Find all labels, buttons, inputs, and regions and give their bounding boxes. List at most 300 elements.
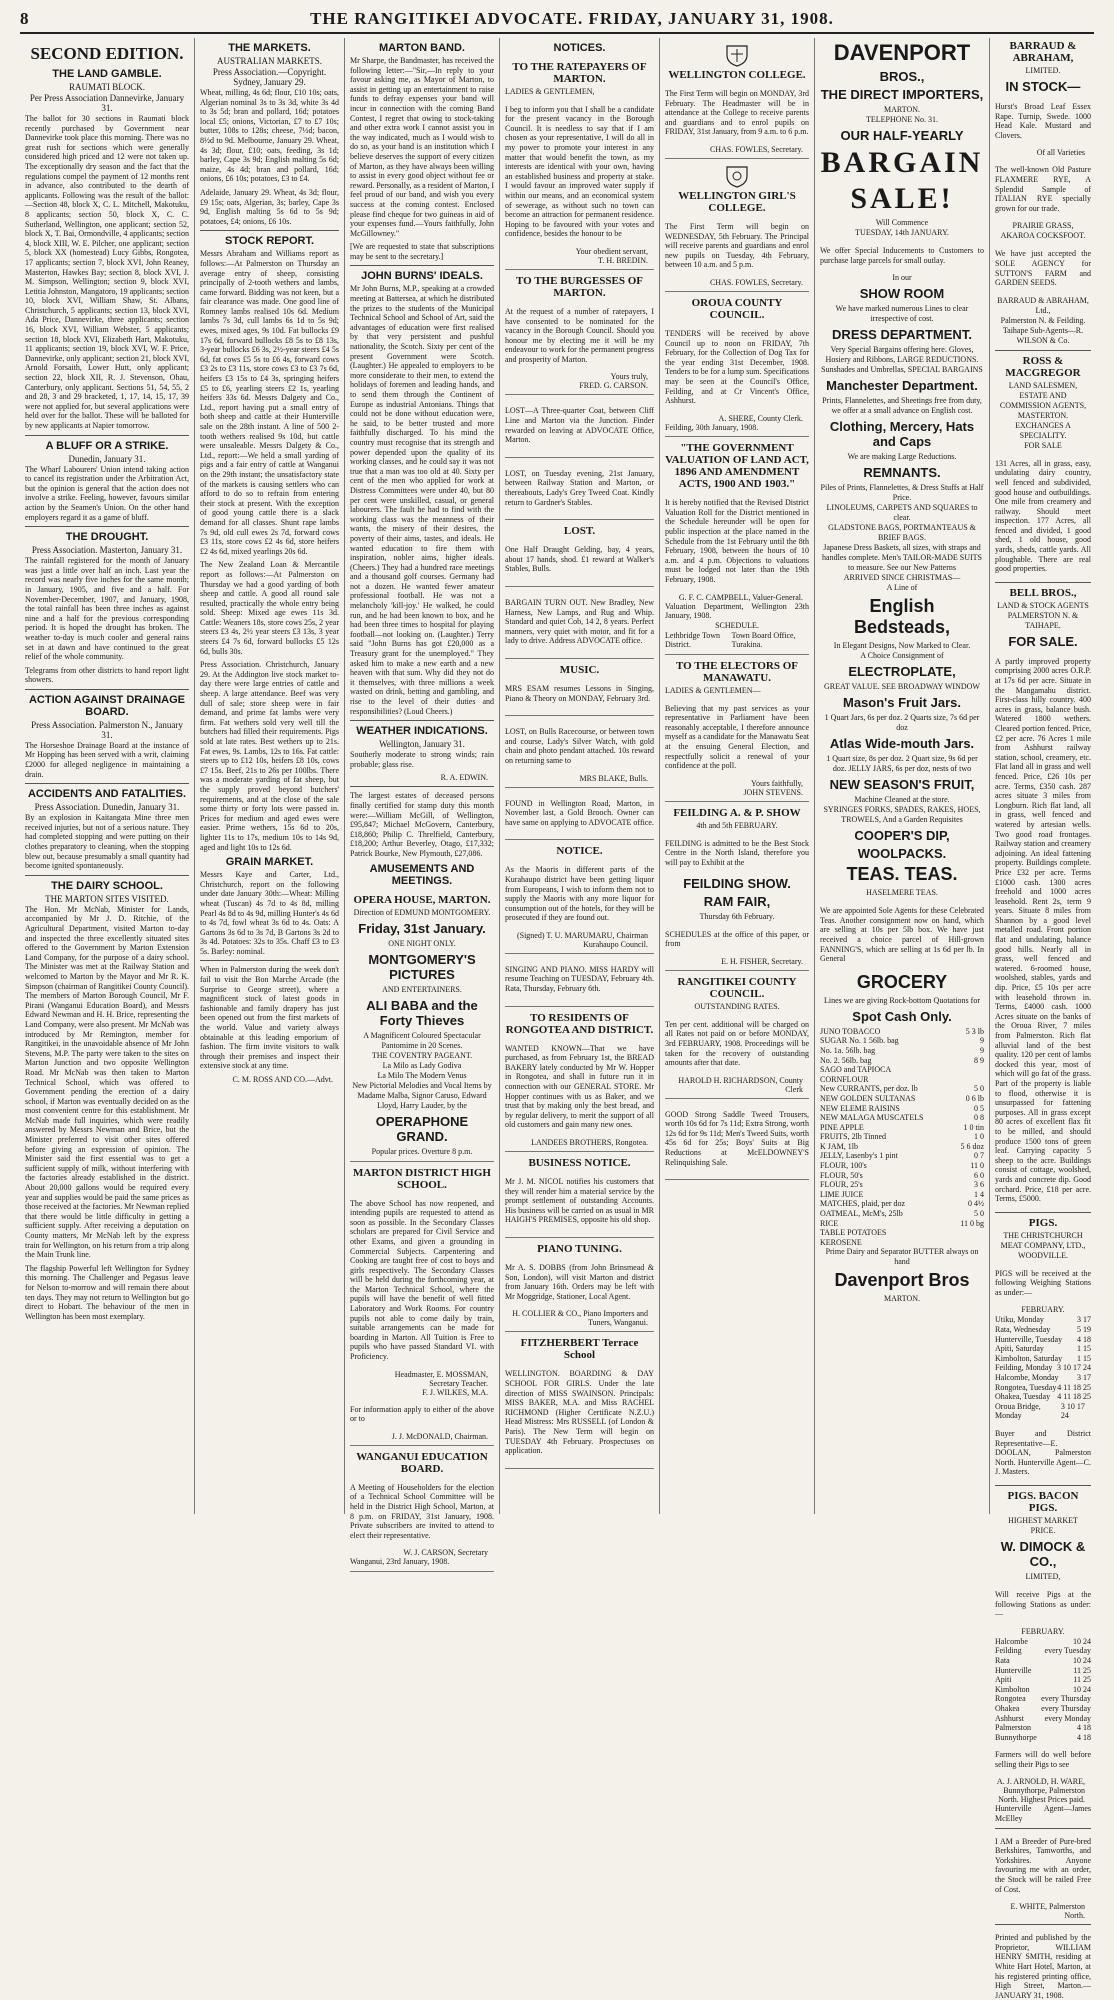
price-row bbox=[820, 1219, 984, 1229]
ad-body: As the Maoris in different parts of the Kurahaupo district have been getting liquor from Europeans, I wish to inform them not to supply the Maoris with any more liquor for consumption out of the hotels, for they will be prosecuted if they are found out. bbox=[505, 865, 654, 923]
article-byline: Press Association. Dunedin, January 31. bbox=[34, 802, 180, 813]
ad-title: TO RESIDENTS OF RONGOTEA AND DISTRICT. bbox=[505, 1011, 654, 1036]
price-row-label: FRUITS, 2lb Tinned bbox=[820, 1132, 887, 1142]
ad-line: SHOW ROOM bbox=[859, 286, 945, 302]
ad-signature: A. J. ARNOLD, H. WARE, bbox=[996, 1777, 1085, 1787]
store-tagline: THE DIRECT IMPORTERS, bbox=[820, 87, 984, 102]
station-row-label: Feilding, Monday bbox=[995, 1363, 1053, 1373]
ad-line: Manchester Department. bbox=[826, 378, 978, 394]
ad-line: 1 Quart Jars, 6s per doz. 2 Quarts size, 7s 6d per doz bbox=[824, 713, 980, 733]
ad-line: LAND & STOCK AGENTS bbox=[997, 600, 1089, 610]
article-heading: STOCK REPORT. bbox=[224, 235, 315, 248]
ad-body: A partly improved property comprising 2000 acres O.R.P. at 17s 6d per acre. Situate in the Mangamahu district. First-class hilly country. 400 acres in grass, balance bush. Watered 1800 wethers. Cleared portion fenced. Price, £2 per acre. 76 Acres 1 mile from Ashhurst railway station, school, creamery, etc. Flat land all in grass and well fenced. Price, £26 10s per acre. Terms, £350 cash. 287 acres situate 3 miles from Longburn. Rich flat land, all in grass, well fenced and watered by artesian wells. Two good road frontages. Railway station and creamery adjoining. An ideal fattening property. Buildings complete. Price £32 per acre. Terms £1000 cash. 1300 acres freehold and 1000 acres leasehold. Rent 2s, term 9 years. Situate 8 miles from Shannon by a good level metalled road. Front portion flat and undulating, balance good hills. Nearly all in grass, well fenced and watered. 6-roomed house, woolshed, stables, yards and dip. Price, £5 10s per acre with leasehold thrown in. Terms, £4000 cash. 1000 Acres situate on the banks of the Oroua River, 7 miles from Palmerston. Rich flat alluvial land of the best quality. 120 per cent of lambs docked this year, most of which will go fat of the grass. Part of the property is liable to flood, otherwise it is unsurpassed for fattening purposes. All in grass except 80 acres of excellent flax fit to be milled, and should produce 1500 tons of green leaf. Carrying capacity 5 sheep to the acre. Buildings consist of cottage, woolshed, yards and concrete dip. Good orchard. Price, £18 per acre. Terms, £5000. bbox=[995, 656, 1091, 1204]
ad-title: BARRAUD & ABRAHAM, bbox=[1009, 40, 1077, 64]
article-body: The largest estates of deceased persons finally certified for stamp duty this month were:—William McGill, of Wellington, £95,847; Michael McGovern, Canterbury, £18,860; Philip C. Threlfield, Canterbury, £18,200; Arthur Beverley, Otago, £17,332; Patrick Bourke, New Plymouth, £27,086. bbox=[350, 791, 494, 858]
masthead bbox=[20, 6, 1094, 34]
ratepayers-notice bbox=[505, 56, 654, 270]
station-row bbox=[995, 1646, 1091, 1656]
divider bbox=[200, 960, 339, 961]
station-row-value: every Thursday bbox=[1041, 1703, 1091, 1713]
divider bbox=[25, 875, 189, 876]
station-row bbox=[995, 1637, 1091, 1647]
ad-line: F. J. WILKES, M.A. bbox=[422, 1387, 488, 1397]
piano-notice bbox=[505, 1238, 654, 1332]
price-row bbox=[820, 1084, 984, 1094]
schedule-heading: SCHEDULE. bbox=[715, 620, 759, 630]
ad-line: FEILDING SHOW. bbox=[683, 875, 791, 891]
ad-line: OUTSTANDING RATES. bbox=[694, 1001, 780, 1011]
ad-line: Bunnythorpe, Palmerston North. Highest Prices paid. bbox=[998, 1786, 1085, 1805]
ad-salutation: LADIES & GENTLEMEN— bbox=[665, 686, 761, 695]
price-row-value: 8 9 bbox=[974, 1055, 984, 1065]
ad-title: PIANO TUNING. bbox=[537, 1242, 622, 1255]
station-row-label: Apiti bbox=[995, 1675, 1012, 1685]
store-line: BROS., bbox=[879, 69, 925, 84]
station-row bbox=[995, 1373, 1091, 1383]
ad-signature: J. J. McDONALD, Chairman. bbox=[391, 1431, 488, 1441]
rates-notice bbox=[665, 971, 809, 1099]
article-heading: MARTON BAND. bbox=[379, 42, 465, 54]
article-note: Telegrams from other districts to hand report light showers. bbox=[25, 665, 189, 685]
price-row-label: LIME JUICE bbox=[820, 1189, 864, 1199]
ad-body: The First Term will begin on MONDAY, 3rd February. The Headmaster will be in attendance at the College to receive parents and guardians and to enrol pupils on FRIDAY, 31st January, from 9 a.m. to 6 p.m. bbox=[665, 89, 809, 137]
ad-line: Very Special Bargains offering here. Gloves, Hosiery and Ribbons, LARGE REDUCTIONS. Sunshades and Umbrellas, SPECIAL BARGAINS bbox=[821, 345, 983, 375]
ad-title: TO THE BURGESSES OF MARTON. bbox=[515, 274, 644, 299]
ad-signature: MRS BLAKE, Bulls. bbox=[579, 773, 648, 783]
price-row-label: FLOUR, 50's bbox=[820, 1170, 863, 1180]
education-board-ad bbox=[350, 1446, 494, 1572]
column-2 bbox=[195, 38, 345, 1514]
ad-body: Believing that my past services as your representative in Parliament have been reasonably acceptable, I therefore announce myself as a candidate for the Manawatu Seat at the ensuing General Election, and respectfully solicit a renewal of your confidence at the poll. bbox=[665, 703, 809, 771]
council-notice bbox=[665, 292, 809, 437]
ad-line: DRESS DEPARTMENT. bbox=[832, 327, 972, 343]
ad-signature: E. WHITE, Palmerston North. bbox=[1010, 1902, 1085, 1921]
article-body: The Wharf Labourers' Union intend taking action to cancel its registration under the Arbitration Act, but the opinion is general that the action does not involve a strike. Feeling, however, favours similar action by the Seamen's Union. On the other hand employers regard it as a game of bluff. bbox=[25, 464, 189, 522]
ad-line: GREAT VALUE. SEE BROADWAY WINDOW bbox=[824, 682, 980, 692]
ad-line: Of all Varieties bbox=[1036, 148, 1085, 158]
price-row-label: NEW GOLDEN SULTANAS bbox=[820, 1093, 916, 1103]
ad-signature: CHAS. FOWLES, Secretary. bbox=[709, 277, 803, 287]
station-row-label: Rongotea, Tuesday bbox=[995, 1382, 1057, 1392]
divider bbox=[995, 582, 1091, 583]
price-row bbox=[820, 1094, 984, 1104]
station-row-label: Ashhurst bbox=[995, 1713, 1024, 1723]
ad-body: It is hereby notified that the Revised District Valuation Roll for the District mentioned in the Schedule hereunder will be open for public inspection at the place named in the Schedule from the 1st February until the 8th February, 1908, between the hours of 10 a.m. and 4 p.m. Objections to valuations must be lodged not later than the 19th February, 1908. bbox=[665, 498, 809, 585]
ad-signature: LANDEES BROTHERS, Rongotea. bbox=[531, 1138, 648, 1147]
price-row bbox=[820, 1180, 984, 1190]
ad-signature: W. J. CARSON, Secretary bbox=[403, 1548, 488, 1558]
store-name: DAVENPORT bbox=[833, 40, 971, 65]
ad-body: WANTED KNOWN—That we have purchased, as from February 1st, the BREAD BAKERY lately conducted by Mr W. Hopper in Rongotea, and shall in future run it in connection with our GENERAL STORE. Mr Hopper continues with us as Baker, and we trust that by making only the best bread, and by regular delivery, to merit the support of all old customers and gain many new ones. bbox=[505, 1043, 654, 1130]
price-row-value: 1 4 bbox=[974, 1189, 984, 1199]
ad-line: Mason's Fruit Jars. bbox=[843, 695, 961, 711]
ad-title: ROSS & MACGREGOR bbox=[1005, 354, 1081, 379]
price-row-label: TABLE POTATOES bbox=[820, 1228, 887, 1238]
station-row-label: Kimbolton bbox=[995, 1684, 1030, 1694]
station-row-label: Feilding bbox=[995, 1646, 1022, 1656]
ad-line: 4th and 5th FEBRUARY. bbox=[696, 820, 778, 830]
article-heading: ACTION AGAINST DRAINAGE BOARD. bbox=[28, 693, 186, 718]
article-heading: GRAIN MARKET. bbox=[225, 856, 314, 869]
price-row bbox=[820, 1123, 984, 1133]
ad-line: La Milo The Modern Venus bbox=[377, 1070, 467, 1080]
ad-line: WOOLPACKS. bbox=[857, 846, 947, 862]
price-row bbox=[820, 1104, 984, 1114]
ad-line: Thursday 6th February. bbox=[699, 911, 775, 921]
price-row bbox=[820, 1132, 984, 1142]
found-notice bbox=[505, 788, 654, 841]
station-row bbox=[995, 1402, 1091, 1421]
ad-closing: Yours faithfully, bbox=[750, 778, 803, 788]
station-row-value: 10 24 bbox=[1073, 1636, 1091, 1646]
ad-line: A Choice Consignment of bbox=[860, 651, 944, 661]
ad-line: AND ENTERTAINERS. bbox=[382, 984, 462, 994]
station-row-label: Hunterville, Tuesday bbox=[995, 1334, 1063, 1344]
price-row bbox=[820, 1075, 984, 1085]
station-row-value: 5 19 bbox=[1077, 1325, 1091, 1335]
ad-signature: JOHN STEVENS. bbox=[743, 787, 803, 797]
store-footer: Davenport Bros bbox=[834, 1270, 970, 1291]
ad-line: Piles of Prints, Flannelettes, & Dress Stuffs at Half Price. bbox=[820, 483, 984, 503]
ad-line: A Magnificent Coloured Spectacular Pantomime in 20 Scenes. bbox=[363, 1030, 481, 1050]
ad-line: ELECTROPLATE, bbox=[848, 664, 956, 680]
station-row-value: every Thursday bbox=[1041, 1694, 1091, 1704]
ad-body: Will receive Pigs at the following Stations as under:— bbox=[995, 1589, 1091, 1619]
ad-body: LOST, on Bulls Racecourse, or between town and course, Lady's Silver Watch, with gold chain and photo pendant attached. 10s reward on returning same to bbox=[505, 727, 654, 765]
price-row-value: 11 0 bbox=[970, 1161, 984, 1171]
lost-notice bbox=[505, 520, 654, 587]
price-row bbox=[820, 1209, 984, 1219]
price-row-label: JELLY, Lasenby's 1 pint bbox=[820, 1151, 898, 1161]
article-byline: Press Association.—Copyright. Sydney, January 29. bbox=[212, 67, 327, 87]
ad-line: FEBRUARY. bbox=[1021, 1305, 1065, 1315]
burgesses-notice bbox=[505, 270, 654, 396]
price-row-value: 0 8 bbox=[974, 1113, 984, 1123]
ad-line: THE CHRISTCHURCH MEAT COMPANY, LTD., WOODVILLE. bbox=[1000, 1230, 1086, 1260]
station-row-value: 11 25 bbox=[1073, 1675, 1091, 1685]
ad-title: WANGANUI EDUCATION BOARD. bbox=[356, 1450, 488, 1475]
ad-signature: FRED. G. CARSON. bbox=[579, 381, 648, 391]
ad-body: SCHEDULES at the office of this paper, or from bbox=[665, 929, 809, 949]
price-row-value: 5 6 doz bbox=[960, 1141, 984, 1151]
section-heading: NOTICES. bbox=[553, 42, 606, 54]
article-heading: A BLUFF OR A STRIKE. bbox=[45, 439, 169, 452]
article-body: Press Association. Christchurch, January 29. At the Addington live stock market to-day there were large entries of cattle and sheep. A large attendance. Beef was very dull of sale; store sheep were in fair demand, and prime fat lambs were very firm. Fat wethers sold very well till the butchers had filled their requirements. Pigs sold at late rates. Best wethers up to 21s. Fat ewes, 9s. Lambs, 12s to 16s. Fat cattle: steers up to £12 10s, heifers £8 10s, cows £7 15s. Beef, 21s to 26s per 100lbs. There was a moderate yarding of fat sheep, but the supply proved beyond butchers' requirements, and at the close of the sale some thirty or forty lots were passed in. Prices for medium and aged ewes were easier. Prime wethers, 15s 6d to 20s, lighter 11s to 17s, medium 10s to 14s 9d, aged and light 10s to 12s 6d. bbox=[200, 660, 339, 852]
section-heading: AMUSEMENTS AND MEETINGS. bbox=[369, 862, 475, 887]
station-row bbox=[995, 1335, 1091, 1345]
store-phone: TELEPHONE No. 31. bbox=[866, 115, 938, 124]
station-row bbox=[995, 1656, 1091, 1666]
station-row-value: 3 17 bbox=[1077, 1373, 1091, 1383]
station-row bbox=[995, 1392, 1091, 1402]
article-heading: THE LAND GAMBLE. bbox=[52, 68, 162, 80]
station-row bbox=[995, 1325, 1091, 1335]
station-row-value: 4 18 bbox=[1077, 1723, 1091, 1733]
price-row-value: 6 0 bbox=[974, 1170, 984, 1180]
price-row bbox=[820, 1199, 984, 1209]
price-row bbox=[820, 1065, 984, 1075]
ad-body: Buyer and District Representative—E. DOOLAN, Palmerston North. Hunterville Agent—C. J. Masters. bbox=[995, 1429, 1091, 1477]
clothing-notice bbox=[665, 1099, 809, 1181]
schedule-row bbox=[665, 631, 809, 650]
ad-line: GLADSTONE BAGS, PORTMANTEAUS & BRIEF BAGS. bbox=[828, 523, 976, 543]
ad-line: Machine Cleaned at the store. bbox=[854, 795, 950, 805]
price-row bbox=[820, 1228, 984, 1238]
article-subheading: RAUMATI BLOCK. bbox=[68, 82, 145, 92]
ad-signature: (Signed) T. U. MARUMARU, Chairman Kurahaupo Council. bbox=[516, 930, 648, 949]
ad-line: SYRINGES FORKS, SPADES, RAKES, HOES, TROWELS, And a Garden Requisites bbox=[823, 805, 981, 825]
divider bbox=[995, 350, 1091, 351]
ad-body: Hurst's Broad Leaf Essex Rape. Turnip, Swede. 1000 Head Kale. Mustard and Clovers. bbox=[995, 102, 1091, 140]
station-row-label: Halcombe, Monday bbox=[995, 1373, 1059, 1383]
ad-line: Hunterville Agent—James McElley bbox=[995, 1804, 1091, 1824]
price-row-label: CORNFLOUR bbox=[820, 1074, 869, 1084]
article-body: The Hon. Mr McNab, Minister for Lands, accompanied by Mr J. D. Ritchie, of the Agricultural Department, visited Marton to-day and inspected the three excellently situated sites offered to the Government by Marton Extension Land Company, for the purpose of a dairy school. The Minister was met at the Railway Station and welcomed to Marton by the Mayor and Mr R. K. Simpson (chairman of Rangitikei County Council). The members of Marton Borough Council, Mr F. Pirani (Wanganui Education Board), and Messrs Edward Newman and H. H. Brice, representing the Land Company, were also present. Mr McNab was introduced by Mr Remington, member for Rangitikei, in the unavoidable absence of Mr John Stevens, M.P. The party were taken to the sites on Marton Junction and two opposite Wellington Road. Mr McNab was then taken to Marton Technical School, which was offered to Government pending the erection of a dairy school, if Marton was eventually decided on as the most convenient centre for this establishment. Mr McNab made full inquiries, which were readily answered by Messrs Newman and Brice, but the Minister preferred to visit other sites offered before giving an expression of opinion. The Minister said the first essential was to get a sufficient supply of milk, without interfering with the factories already established in the district. About 20,000 gallons would be required every year and supplies would be paid the same prices as those received at the factories. Mr Newman replied that there would be little difficulty in getting a sufficient supply. After receiving a deputation on County matters, Mr McNab left by the express train for Wellington, on his return from a trip along the Main Trunk line. bbox=[25, 904, 189, 1260]
sale-headline: SALE! bbox=[850, 182, 954, 215]
ad-body: Mr J. M. NICOL notifies his customers that they will render him a material service by the prompt settlement of outstanding Accounts. His business will be carried on as usual in MR HAIGH'S PREMISES, opposite his old shop. bbox=[505, 1177, 654, 1225]
ad-line: Palmerston N. & Feilding. bbox=[1000, 315, 1086, 325]
price-row bbox=[820, 1046, 984, 1056]
divider bbox=[995, 1924, 1091, 1925]
station-row bbox=[995, 1354, 1091, 1364]
ad-title: OROUA COUNTY COUNCIL. bbox=[691, 296, 783, 321]
price-row-value: 5 3 lb bbox=[965, 1026, 984, 1036]
price-row-value: 1 0 bbox=[974, 1132, 984, 1142]
station-row bbox=[995, 1694, 1091, 1704]
ad-signature: T. H. BREDIN. bbox=[598, 255, 648, 265]
columns bbox=[20, 38, 1096, 2000]
price-row bbox=[820, 1161, 984, 1171]
ad-line: Prints, Flannelettes, and Sheetings free from duty, we offer at a small advance on English cost. bbox=[822, 396, 982, 416]
price-row-value: 5 0 bbox=[974, 1209, 984, 1219]
station-row bbox=[995, 1344, 1091, 1354]
price-row bbox=[820, 1238, 984, 1248]
station-row-label: Rongotea bbox=[995, 1694, 1026, 1704]
newspaper-title: THE RANGITIKEI ADVOCATE. FRIDAY, JANUARY 31, 1908. bbox=[310, 9, 834, 28]
sale-headline: BARGAIN bbox=[820, 146, 984, 179]
ad-body: Farmers will do well before selling their Pigs to see bbox=[995, 1750, 1091, 1769]
station-row-label: Ohakea, Tuesday bbox=[995, 1392, 1051, 1402]
schedule-place: Town Board Office, Turakina. bbox=[731, 630, 796, 650]
station-row-label: Palmerston bbox=[995, 1723, 1031, 1733]
ad-body: The well-known Old Pasture FLAXMERE RYE, A Splendid Sample of ITALIAN RYE specially grown for our trade. bbox=[995, 165, 1091, 213]
divider bbox=[25, 435, 189, 436]
article-body: By an explosion in Kaitangata Mine three men received injuries, but not of a serious nature. They had completed stopping and were putting on their clothes preparatory to cleaning, when the stopping blew out, because presumably a small quantity had become ignited spontaneously. bbox=[25, 813, 189, 871]
article-body: Adelaide, January 29. Wheat, 4s 3d; flour, £9 15s; oats, Algerian, 3s; barley, Cape 3s 9d, English malting 5s 6d to 5s 9d; potatoes, £4; onions, £6 10s. bbox=[200, 187, 339, 226]
station-row-label: Utiku, Monday bbox=[995, 1315, 1044, 1325]
ad-signature: CHAS. FOWLES, Secretary. bbox=[709, 144, 803, 154]
ad-body: WELLINGTON. BOARDING & DAY SCHOOL FOR GIRLS. Under the late direction of MISS SWAINSON. Principals: MISS BAKER, M.A. and Miss RACHEL RICHMOND (Higher Certificate N.Z.U.) Head Mistress: Mrs RUSSELL (of London & Paris). The New Term will begin on TUESDAY 4th February. Prospectuses on application. bbox=[505, 1369, 654, 1456]
ad-line: TUESDAY, 14th JANUARY. bbox=[855, 228, 949, 237]
article-byline: Per Press Association Dannevirke, January 31. bbox=[29, 93, 185, 113]
electors-notice bbox=[665, 655, 809, 802]
ad-line: Spot Cash Only. bbox=[852, 1008, 952, 1024]
ad-line: ARRIVED SINCE CHRISTMAS— bbox=[843, 573, 961, 583]
ad-line: NEW SEASON'S FRUIT, bbox=[829, 777, 975, 793]
column-6 bbox=[815, 38, 990, 1514]
store-town: MARTON. bbox=[883, 1294, 921, 1304]
show-notice bbox=[665, 802, 809, 971]
ad-line: BARRAUD & ABRAHAM, Ltd., bbox=[997, 295, 1089, 315]
lost-notice bbox=[505, 458, 654, 520]
station-row-value: 11 25 bbox=[1073, 1665, 1091, 1675]
station-row bbox=[995, 1675, 1091, 1685]
divider bbox=[25, 526, 189, 527]
column-4 bbox=[500, 38, 660, 1514]
divider bbox=[350, 720, 494, 721]
ad-line: FOR SALE bbox=[1024, 440, 1062, 450]
ad-title: RANGITIKEI COUNTY COUNCIL. bbox=[677, 975, 797, 1000]
ad-title: TO THE ELECTORS OF MANAWATU. bbox=[676, 660, 798, 684]
ad-line: IN STOCK— bbox=[1005, 79, 1081, 94]
station-row-value: 4 11 18 25 bbox=[1057, 1382, 1091, 1392]
article-body: The Horseshoe Drainage Board at the instance of Mr Hopping has been served with a writ, claiming £2000 for alleged negligence in maintaining a drain. bbox=[25, 740, 189, 779]
article-byline: Press Association. Masterton, January 31. bbox=[31, 545, 183, 556]
price-row-value: 0 5 bbox=[974, 1103, 984, 1113]
price-row bbox=[820, 1027, 984, 1037]
station-row-value: 3 17 bbox=[1077, 1315, 1091, 1325]
article-heading: THE DAIRY SCHOOL. bbox=[51, 879, 163, 892]
price-row-value: 9 bbox=[980, 1036, 984, 1046]
station-row-label: Hunterville bbox=[995, 1665, 1032, 1675]
ad-line: In Elegant Designs, Now Marked to Clear. bbox=[833, 641, 971, 651]
article-byline: Wellington, January 31. bbox=[379, 739, 465, 750]
ad-body: For information apply to either of the above or to bbox=[350, 1404, 494, 1424]
ad-line: LIMITED, bbox=[1025, 1571, 1061, 1581]
ad-body: We offer Special Inducements to Customers to purchase large parcels for small outlay. bbox=[820, 246, 984, 265]
ad-title: BELL BROS., bbox=[1009, 586, 1077, 599]
advertorial-body: When in Palmerston during the week don't fail to visit the Bon Marche Arcade (the Surprise to George street), where a magnificent stock of latest goods in fashionable and family drapery has just been opened out from the first markets of the world. Value and variety always obtainable at this leading emporium of fashion. The firm invite visitors to walk through their premises and inspect their extensive stock at any time. bbox=[200, 965, 339, 1071]
valuation-notice bbox=[665, 437, 809, 655]
schedule-district: Lethbridge Town District. bbox=[665, 630, 721, 650]
ad-body: LOST—A Three-quarter Coat, between Cliff Line and Marton via the Junction. Finder rewarded on leaving at ADVOCATE Office, Marton. bbox=[505, 406, 654, 445]
price-row-label: FLOUR, 100's bbox=[820, 1161, 867, 1171]
station-row-value: 4 18 bbox=[1077, 1732, 1091, 1742]
ad-body: 131 Acres, all in grass, easy, undulating dairy country, well fenced and subdivided, good house and outbuildings. One mile from creamery and railway. Should meet inspection. 177 Acres, all fenced and divided, 1 good shed, 1 old house, good yards, sheds, cattle yards. All ploughable. There are real good properties. bbox=[995, 458, 1091, 574]
ad-line: Direction of EDMUND MONTGOMERY. bbox=[353, 907, 491, 917]
ad-title: LOST. bbox=[563, 525, 596, 538]
price-row bbox=[820, 1151, 984, 1161]
article-body: Southerly moderate to strong winds; rain probable; glass rise. bbox=[350, 750, 494, 769]
ad-line: TEAS. TEAS. bbox=[846, 864, 958, 885]
ad-title: MARTON DISTRICT HIGH SCHOOL. bbox=[353, 1166, 491, 1191]
ad-body: The First Term will begin on WEDNESDAY, 5th February. The Principal will receive parents and guardians and enrol new pupils on Tuesday, 4th February, between 10 a.m. and 5 p.m. bbox=[665, 221, 809, 270]
article-byline: Dunedin, January 31. bbox=[68, 453, 146, 464]
ad-title: PIGS. BACON PIGS. bbox=[1007, 1489, 1079, 1514]
ad-closing: Yours truly, bbox=[610, 372, 648, 382]
article-body: Mr John Burns, M.P., speaking at a crowded meeting at Battersea, at which he distributed the prizes to the students of the Municipal Technical School and School of Art, said the advantages of education were first realised by that very persistent and pushful nationality, the Scotch. Sixty per cent of the present Government were Scotch. (Laughter.) He appealed to employers to be more considerate to their men, to extend the holidays of foremen and leading hands, and to send them through the Continent of Europe as industrial Antonians. Things that could not be done without education were, he said, to be better trusted and more faithfully discharged. To his mind the country must recognise that its strength and power depended upon the quality of its working classes, and he could say it was not true that a man was too old at 40. Sixty per cent of the men who applied for work at Distress Committees were under 40, but 80 per cent were unskilled, casual, or general labourers. The fault he had to find with the working class was the meanness of their wants, the misery of their desires, the poverty of their aims, tastes, and ideals. He wanted education to fire them with inspiration, nobler aims, higher ideals. (Cheers.) They had a hundred race meetings and a thousand golf courses. Germany had not a dozen. He wanted fewer amateur professional football. He was not a melancholy 'kill-joy.' He walked, he could run, and he had been known to box, and he had been three times to hospital for playing football—not looking on. (Laughter.) Terry said "John Burns has got £20,000 as a Treasury grant for the unemployed." They asked him to make a new earth and a new heaven with that sum. Why did they not do it themselves, with three millions a week wasted on drink, betting and gambling, and rise to the level of their duties and responsibilities? (Loud Cheers.) bbox=[350, 284, 494, 716]
ad-title: FITZHERBERT Terrace School bbox=[520, 1337, 639, 1362]
ad-line: PALMERSTON N. & TAIHAPE. bbox=[1007, 610, 1079, 630]
ad-line: EXCHANGES A SPECIALITY. bbox=[1015, 420, 1071, 440]
ad-line: Headmaster, E. MOSSMAN, bbox=[394, 1369, 488, 1379]
station-row-label: Oroua Bridge, Monday bbox=[995, 1401, 1041, 1421]
article-body: Mr Sharpe, the Bandmaster, has received the following letter:—"Sir,—In reply to your favour asking me, as Mayor of Marton, to assist in getting up an entertainment to raise funds to defray expenses your band will incur in connection with the coming Band Contest, I regret that owing to stock-taking and other extra work I cannot assist you in the way indicated, much as I would wish to do so, as your band is an institution which I believe deserves the support of every citizen of Marton, as they have always been willing to assist in every good object without fee or reward. Personally, as a resident of Marton, I feel proud of our band, and wish you every success at the coming contest. Enclosed please find cheque for two guineas in aid of your expenses fund.—Yours faithfully, John McGillowney." bbox=[350, 56, 494, 238]
ad-line: Japanese Dress Baskets, all sizes, with straps and handles complete. Men's TAILOR-MADE SUITS to measure. See our New Patterns bbox=[822, 543, 982, 573]
price-row bbox=[820, 1113, 984, 1123]
station-row-value: 10 24 bbox=[1073, 1684, 1091, 1694]
station-row bbox=[995, 1383, 1091, 1393]
ad-closing: Your obedient servant, bbox=[575, 246, 648, 256]
station-row bbox=[995, 1733, 1091, 1743]
ad-title: WELLINGTON GIRL'S COLLEGE. bbox=[678, 189, 796, 214]
article-body: The flagship Powerful left Wellington for Sydney this morning. The Challenger and Pegasus leave for Nelson to-morrow and will remain there about ten days. They may not return to Wellington but go direct to Hobart. The behaviour of the men in Wellington has been most exemplary. bbox=[25, 1263, 189, 1321]
divider bbox=[25, 689, 189, 690]
ad-body: We are appointed Sole Agents for these Celebrated Teas. Another consignment now on hand, which are selling at 10s per 5lb box. We have just received a choice parcel of Hill-grown FANNING'S, which are selling at 1s 6d per lb. In General bbox=[820, 906, 984, 964]
ad-body: MRS ESAM resumes Lessons in Singing, Piano & Theory on MONDAY, February 3rd. bbox=[505, 683, 654, 703]
girls-college-notice bbox=[665, 159, 809, 292]
station-row-value: every Tuesday bbox=[1044, 1646, 1091, 1656]
ad-body: BARGAIN TURN OUT. New Bradley, New Harness, New Lamps, and Rug and Whip. Standard and quiet Cob, 14 2, 8 years. Perfect manners, very quiet with motor, and fit for a lady to drive. Address ADVOCATE office. bbox=[505, 598, 654, 646]
ad-line: We are making Large Reductions. bbox=[847, 452, 957, 462]
business-notice bbox=[505, 1152, 654, 1238]
price-row-label: SAGO and TAPIOCA bbox=[820, 1065, 892, 1075]
station-row-value: 4 11 18 25 bbox=[1057, 1392, 1091, 1402]
ad-signature: H. COLLIER & CO., Piano Importers and Tuners, Wanganui. bbox=[512, 1309, 648, 1328]
ad-line: Secretary Teacher. bbox=[429, 1378, 488, 1388]
ad-body: GOOD Strong Saddle Tweed Trousers, worth 10s 6d for 7s 11d; Extra Strong, worth 12s 6d for 9s 11d; Men's Tweed Suits, worth 45s 6d for 25s; Boys' Suits at Big Reductions at McELDOWNEY'S Relinquishing Sale. bbox=[665, 1109, 809, 1167]
ad-body: I beg to inform you that I shall be a candidate for the present vacancy in the Borough Council. It is needless to say that if I am chosen as your representative, I will do all in my power to promote your interest in any matter that would benefit the town, as my interests are identical with your own, having an established business and property at stake. I would favour an improved water supply if within our means, and an economical system of sewerage, as without such no town can become an attraction for permanent residence. Hoping to be favoured with your votes and confidence, besides the honour to be bbox=[505, 104, 654, 239]
ad-line: 1 Quart size, 8s per doz. 2 Quart size, 9s 6d per doz. JELLY JARS, 6s per doz, nests of two bbox=[826, 754, 978, 774]
ad-signature: E. H. FISHER, Secretary. bbox=[721, 956, 803, 966]
article-body: The ballot for 30 sections in Raumati block recently purchased by Government near Dannevirke took place this morning. There was no great rush for sections which were generally considered high priced and 12 were not taken up. The exceptionally dry season and the fact that the regulations compel the payment of 12 months rent in advance, also contributed to the dearth of applicants. Following was the result of the ballot:—Section 48, block X, C. L. Mitchell, Makotuku, 8 applicants; section 50, block X, C. C. Sutherland, Wellington, one applicant; section 52, block X, T. Bai, Ormondville, 4 applicants; section 4, block XIII, W. E. Pilcher, one applicant; section 5, block XX (homestead) Lucy Gibbs, Rongotea, 17 applicants; section 7, block XVI, John Reaney, Masterton, Hawkes Bay; section 8, block XVI, J. M. Simpson, Wellington; section 9, block XVI, Letitia Johnston, Mangatoro, 19 applicants; section 10, block XVI, William Shaw, St. Albans, Christchurch, 5 applicants; section 13, block XVI, Ada Price, Dannevirke, three applicants; section 16, block XVI, William Webster, 5 applicants; section 18, block XVI, Elizabeth Hart, Makotuku, 11 applicants; section 19, block XVI, W. F. Price, Dannevirke, only applicant; section 21, block XVI, Arnold Forsaith, Lower Hutt, only applicant; section 22, block XII, R. J. Stevenson, Ohau, Canterbury, only applicant. Sections 51, 54, 55, 2 and 28, 3 and 29 bracketed, 1, 17, 14, 15, 17, 39 were not applied for, but several applications were held over for the ballot. These will be balloted for by new applicants at Napier tomorrow. bbox=[25, 114, 189, 430]
article-heading: THE DROUGHT. bbox=[65, 531, 149, 544]
ad-body: One Half Draught Gelding, bay, 4 years, about 17 hands, shod. £1 reward at Walker's Stables, Bulls. bbox=[505, 545, 654, 574]
station-row-value: 4 18 bbox=[1077, 1334, 1091, 1344]
article-heading: THE MARKETS. bbox=[228, 42, 311, 54]
ad-line: MONTGOMERY'S PICTURES bbox=[368, 951, 476, 982]
article-byline: Press Association. Palmerston N., January 31. bbox=[31, 719, 183, 740]
ad-body: A Meeting of Householders for the election of a Technical School Committee will be held in the District High School, Marton, at 8 p.m. on FRIDAY, 31st January, 1908. Private subscribers are invited to attend to elect their representative. bbox=[350, 1482, 494, 1540]
divider bbox=[995, 1828, 1091, 1829]
price-row-label: RICE bbox=[820, 1218, 839, 1228]
article-heading: WEATHER INDICATIONS. bbox=[356, 725, 488, 738]
article-body: Wheat, milling, 4s 6d; flour, £10 10s; oats, Algerian nominal 3s to 3s 3d, white 3s 4d to 3s 5d; bran and pollard, 16d; potatoes local £5; onions, Victorian, £7 to £7 10s; butter, 108s to 128s; cheese, 7½d; bacon, 8½d to 9d. Melbourne, January 29. Wheat, 4s 3d; flour, £10; oats, feeding, 3s 1d; barley, Cape 3s 9d; English malting 5s 6d; maize, 4s 4d; bran and pollard, 16d; onions, £6 10s; potatoes, £3 to £4. bbox=[200, 88, 339, 184]
price-list bbox=[820, 1027, 984, 1248]
article-heading: ACCIDENTS AND FATALITIES. bbox=[27, 788, 187, 801]
ad-line: FOR SALE. bbox=[1008, 633, 1078, 649]
station-row bbox=[995, 1315, 1091, 1325]
price-row-label: MATCHES, plaid, per doz bbox=[820, 1199, 906, 1209]
ad-body: Ten per cent. additional will be charged on all Rates not paid on or before MONDAY, 3rd FEBRUARY, 1908. Proceedings will be taken for the recovery of outstanding amounts after that date. bbox=[665, 1019, 809, 1068]
station-row bbox=[995, 1704, 1091, 1714]
ad-title: BUSINESS NOTICE. bbox=[528, 1157, 631, 1169]
article-body: Messrs Kaye and Carter, Ltd., Christchurch, report on the following under date January 30th:—Wheat: Milling wheat (Tuscan) 4s 7d to 4s 8d, milling Pearl 4s 8d to 4s 9d, milling Hunter's 4s 6d to 4s 7d, fowl wheat 3s 6d to 4s. Oats: A Gartons 3s 6d to 3s 7d, B Gartons 3s 2d to 3s 4d. Potatoes: 32s to 35s. Chaff £3 to £3 5s. Barley: nominal. bbox=[200, 870, 339, 956]
station-row-label: Rata, Wednesday bbox=[995, 1325, 1051, 1335]
ad-title: TO THE RATEPAYERS OF MARTON. bbox=[512, 61, 647, 85]
station-row-value: 1 15 bbox=[1077, 1344, 1091, 1354]
ad-line: OPERAPHONE GRAND. bbox=[375, 1113, 469, 1144]
ad-body: I AM a Breeder of Pure-bred Berkshires, Tamworths, and Yorkshires. Anyone favouring me with an order, the Stock will be railed Free of Cost. bbox=[995, 1836, 1091, 1894]
price-row bbox=[820, 1171, 984, 1181]
article-heading: JOHN BURNS' IDEALS. bbox=[361, 270, 483, 283]
ad-line: Friday, 31st January. bbox=[358, 920, 486, 936]
price-row-label: NEW ELEME RAISINS bbox=[820, 1103, 900, 1113]
ad-line: COOPER'S DIP, bbox=[854, 828, 950, 844]
price-row bbox=[820, 1036, 984, 1046]
school-notice bbox=[505, 1332, 654, 1468]
station-row-label: Halcombe bbox=[995, 1636, 1028, 1646]
station-row bbox=[995, 1363, 1091, 1373]
singing-notice bbox=[505, 954, 654, 1007]
music-notice bbox=[505, 659, 654, 716]
ad-body: LOST, on Tuesday evening, 21st January, between Railway Station and Marton, or thereabouts, Lady's Grey Tweed Coat. Kindly return to Gardner's Stables. bbox=[505, 468, 654, 507]
price-row-label: OATMEAL, McM's, 25lb bbox=[820, 1209, 903, 1219]
ad-date: Valuation Department, Wellington 23th January, 1908. bbox=[665, 601, 809, 621]
pigs-table bbox=[995, 1315, 1091, 1421]
ad-line: RAM FAIR, bbox=[703, 893, 771, 909]
column-3 bbox=[345, 38, 500, 1567]
